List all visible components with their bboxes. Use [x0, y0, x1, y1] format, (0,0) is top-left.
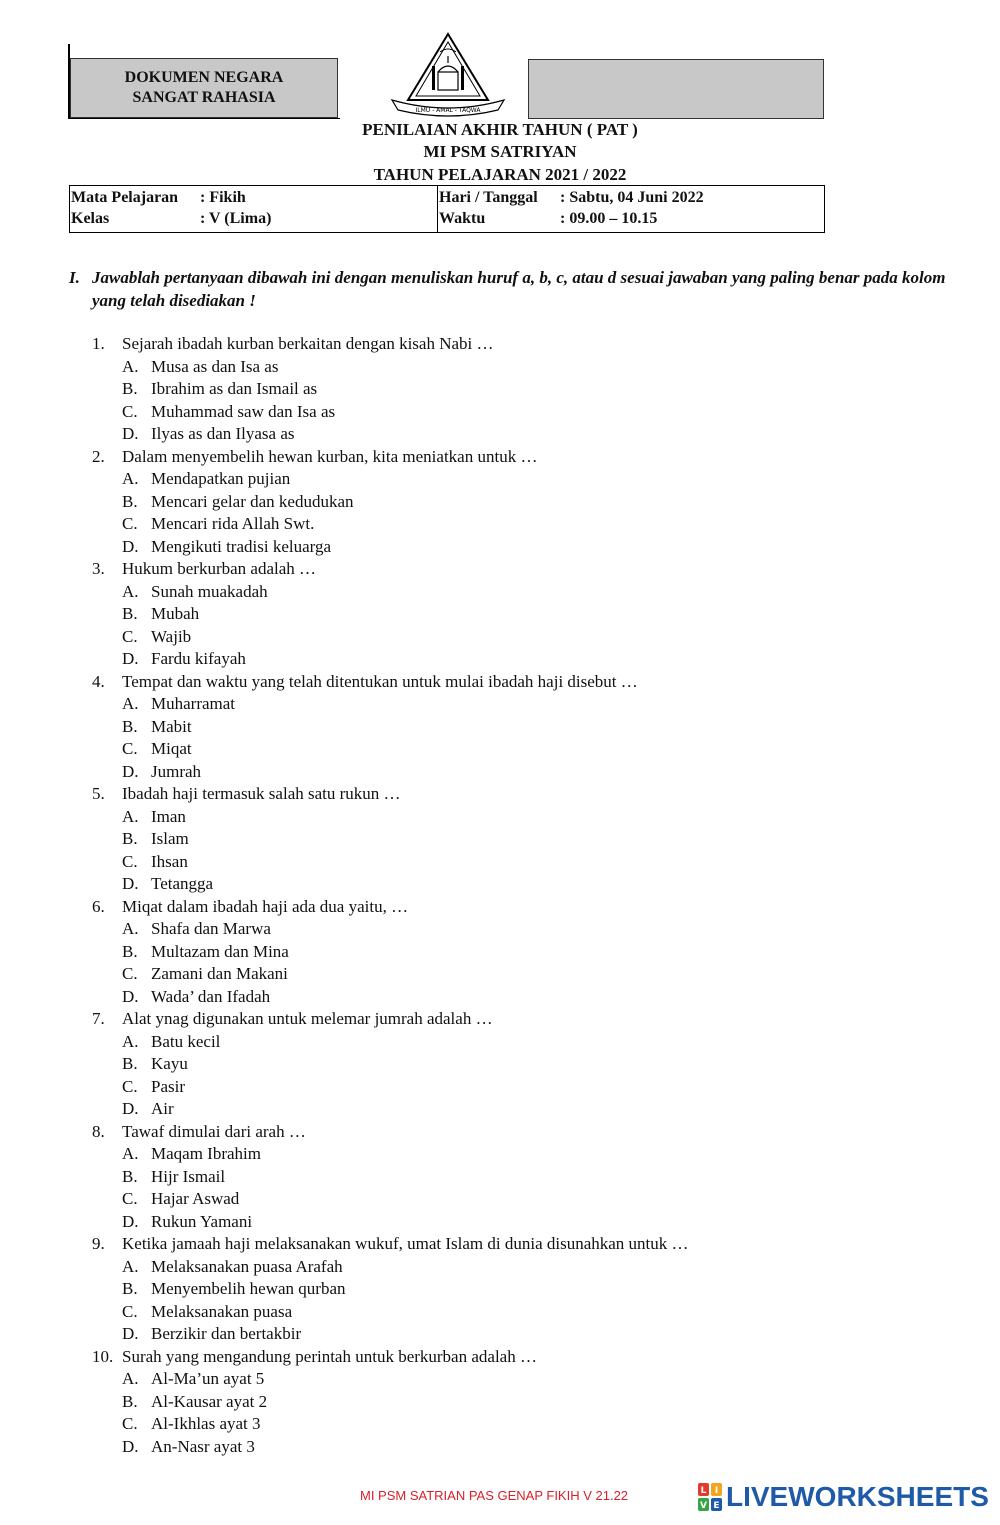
- info-right-column: [438, 186, 824, 232]
- answer-option: [92, 851, 972, 874]
- option-text: Wajib: [151, 626, 192, 646]
- answer-option: [92, 963, 972, 986]
- badge-line-2: SANGAT RAHASIA: [132, 89, 276, 106]
- question-number: 5.: [92, 784, 105, 803]
- option-text: Batu kecil: [151, 1031, 221, 1051]
- answer-option: [92, 1031, 972, 1054]
- option-letter: C.: [122, 1076, 138, 1096]
- question-2: [92, 446, 972, 469]
- date-label: Hari / Tanggal: [439, 189, 538, 206]
- question-1: [92, 333, 972, 356]
- subject-value: : Fikih: [200, 189, 246, 206]
- option-text: Iman: [151, 806, 186, 826]
- question-text: Tawaf dimulai dari arah …: [122, 1121, 306, 1141]
- option-letter: D.: [122, 986, 139, 1006]
- option-text: Berzikir dan bertakbir: [151, 1324, 302, 1343]
- option-letter: D.: [122, 874, 139, 893]
- option-text: Mendapatkan pujian: [151, 469, 291, 488]
- blank-header-box: [528, 59, 824, 119]
- option-text: Zamani dan Makani: [151, 964, 288, 983]
- classification-badge: [70, 58, 338, 118]
- option-letter: A.: [122, 694, 139, 713]
- option-letter: D.: [122, 761, 139, 781]
- answer-option: [92, 1098, 972, 1121]
- option-letter: B.: [122, 1279, 138, 1298]
- option-letter: B.: [122, 829, 138, 848]
- option-letter: B.: [122, 1391, 138, 1411]
- option-text: Shafa dan Marwa: [151, 919, 271, 938]
- svg-text:I: I: [714, 1486, 719, 1496]
- option-letter: A.: [122, 581, 139, 601]
- question-9: [92, 1233, 972, 1256]
- option-text: Menyembelih hewan qurban: [151, 1279, 346, 1298]
- option-letter: C.: [122, 1414, 138, 1433]
- option-letter: B.: [122, 1166, 138, 1186]
- badge-line-1: DOKUMEN NEGARA: [124, 69, 284, 86]
- answer-option: [92, 648, 972, 671]
- answer-option: [92, 918, 972, 941]
- answer-option: [92, 491, 972, 514]
- answer-option: [92, 513, 972, 536]
- subject-label: Mata Pelajaran: [71, 189, 179, 206]
- answer-option: [92, 603, 972, 626]
- option-letter: B.: [122, 379, 138, 398]
- option-text: Maqam Ibrahim: [151, 1144, 261, 1163]
- question-3: [92, 558, 972, 581]
- option-letter: C.: [122, 1189, 138, 1208]
- option-text: Mencari rida Allah Swt.: [151, 514, 315, 533]
- option-text: Rukun Yamani: [151, 1211, 253, 1231]
- option-letter: C.: [122, 1301, 138, 1321]
- question-text: Dalam menyembelih hewan kurban, kita meniatkan untuk …: [122, 446, 538, 466]
- question-text: Sejarah ibadah kurban berkaitan dengan kisah Nabi …: [122, 334, 494, 353]
- option-text: Wada’ dan Ifadah: [151, 986, 271, 1006]
- question-text: Alat ynag digunakan untuk melemar jumrah adalah …: [122, 1009, 493, 1028]
- svg-text:E: E: [713, 1501, 720, 1511]
- question-text: Hukum berkurban adalah …: [122, 559, 317, 578]
- question-number: 3.: [92, 559, 105, 578]
- question-text: Tempat dan waktu yang telah ditentukan untuk mulai ibadah haji disebut …: [122, 671, 638, 691]
- option-text: Mengikuti tradisi keluarga: [151, 536, 332, 556]
- answer-option: [92, 1436, 972, 1459]
- answer-option: [92, 626, 972, 649]
- answer-option: [92, 378, 972, 401]
- question-number: 2.: [92, 446, 105, 466]
- option-letter: C.: [122, 964, 138, 983]
- option-text: Sunah muakadah: [151, 581, 268, 601]
- question-text: Miqat dalam ibadah haji ada dua yaitu, …: [122, 896, 409, 916]
- class-value: : V (Lima): [200, 210, 272, 227]
- option-letter: C.: [122, 626, 138, 646]
- option-letter: A.: [122, 1144, 139, 1163]
- question-text: Ketika jamaah haji melaksanakan wukuf, umat Islam di dunia disunahkan untuk …: [122, 1234, 689, 1253]
- liveworksheets-logo: [698, 1480, 989, 1514]
- answer-option: [92, 1211, 972, 1234]
- answer-option: [92, 1166, 972, 1189]
- option-text: Jumrah: [151, 761, 202, 781]
- answer-option: [92, 693, 972, 716]
- svg-text:L: L: [700, 1486, 707, 1496]
- option-text: An-Nasr ayat 3: [151, 1436, 255, 1456]
- option-text: Melaksanakan puasa: [151, 1301, 293, 1321]
- option-text: Mencari gelar dan kedudukan: [151, 491, 354, 511]
- option-text: Melaksanakan puasa Arafah: [151, 1256, 343, 1276]
- answer-option: [92, 581, 972, 604]
- answer-option: [92, 941, 972, 964]
- exam-title: PENILAIAN AKHIR TAHUN ( PAT ): [362, 120, 638, 139]
- answer-option: [92, 828, 972, 851]
- answer-option: [92, 986, 972, 1009]
- option-letter: A.: [122, 356, 139, 376]
- option-text: Al-Ikhlas ayat 3: [151, 1414, 261, 1433]
- instruction-text: Jawablah pertanyaan dibawah ini dengan menuliskan huruf a, b, c, atau d sesuai jawaban yang paling benar pada kolom yang telah disediakan !: [92, 268, 946, 310]
- section-number: I.: [69, 268, 80, 287]
- question-list: [92, 333, 972, 1458]
- question-number: 7.: [92, 1009, 105, 1028]
- option-letter: C.: [122, 401, 138, 421]
- option-letter: A.: [122, 1369, 139, 1388]
- academic-year: TAHUN PELAJARAN 2021 / 2022: [373, 165, 627, 184]
- document-code: MI PSM SATRIAN PAS GENAP FIKIH V 21.22: [360, 1488, 629, 1503]
- answer-option: [92, 806, 972, 829]
- svg-text:V: V: [700, 1501, 707, 1511]
- option-text: Islam: [151, 829, 189, 848]
- school-name: MI PSM SATRIYAN: [423, 142, 577, 161]
- option-letter: D.: [122, 1099, 139, 1118]
- info-left-column: [70, 186, 438, 232]
- option-text: Ibrahim as dan Ismail as: [151, 379, 318, 398]
- option-text: Al-Ma’un ayat 5: [151, 1369, 265, 1388]
- answer-option: [92, 1323, 972, 1346]
- liveworksheets-badge-icon: [698, 1483, 722, 1511]
- answer-option: [92, 1301, 972, 1324]
- option-text: Muharramat: [151, 694, 236, 713]
- option-text: Kayu: [151, 1054, 188, 1073]
- option-letter: D.: [122, 536, 139, 556]
- option-text: Pasir: [151, 1076, 185, 1096]
- answer-option: [92, 716, 972, 739]
- answer-option: [92, 1278, 972, 1301]
- option-letter: B.: [122, 491, 138, 511]
- answer-option: [92, 873, 972, 896]
- date-value: : Sabtu, 04 Juni 2022: [560, 189, 704, 206]
- question-4: [92, 671, 972, 694]
- question-number: 4.: [92, 671, 105, 691]
- option-letter: C.: [122, 514, 138, 533]
- option-text: Mabit: [151, 716, 192, 736]
- option-text: Fardu kifayah: [151, 649, 246, 668]
- question-number: 6.: [92, 896, 105, 916]
- question-6: [92, 896, 972, 919]
- option-text: Mubah: [151, 604, 200, 623]
- answer-option: [92, 468, 972, 491]
- option-text: Al-Kausar ayat 2: [151, 1391, 268, 1411]
- option-letter: A.: [122, 919, 139, 938]
- option-letter: D.: [122, 424, 139, 443]
- question-10: [92, 1346, 972, 1369]
- option-text: Ihsan: [151, 851, 188, 871]
- option-text: Hijr Ismail: [151, 1166, 226, 1186]
- answer-option: [92, 1368, 972, 1391]
- option-letter: B.: [122, 1054, 138, 1073]
- answer-option: [92, 1053, 972, 1076]
- answer-option: [92, 1256, 972, 1279]
- option-letter: B.: [122, 604, 138, 623]
- question-8: [92, 1121, 972, 1144]
- option-letter: C.: [122, 851, 138, 871]
- answer-option: [92, 423, 972, 446]
- time-label: Waktu: [439, 210, 486, 227]
- logo-motto: ILMU - AMAL - TAQWA: [415, 107, 481, 114]
- option-text: Musa as dan Isa as: [151, 356, 279, 376]
- option-letter: A.: [122, 1031, 139, 1051]
- answer-option: [92, 401, 972, 424]
- option-text: Hajar Aswad: [151, 1189, 240, 1208]
- option-letter: A.: [122, 1256, 139, 1276]
- question-text: Ibadah haji termasuk salah satu rukun …: [122, 784, 401, 803]
- question-number: 1.: [92, 334, 105, 353]
- class-label: Kelas: [71, 210, 110, 227]
- exam-info-table: [69, 185, 825, 233]
- liveworksheets-wordmark: LIVEWORKSHEETS: [726, 1481, 989, 1512]
- answer-option: [92, 356, 972, 379]
- answer-option: [92, 738, 972, 761]
- answer-option: [92, 536, 972, 559]
- answer-option: [92, 1143, 972, 1166]
- question-5: [92, 783, 972, 806]
- option-letter: A.: [122, 469, 139, 488]
- answer-option: [92, 1413, 972, 1436]
- option-text: Ilyas as dan Ilyasa as: [151, 424, 295, 443]
- option-letter: D.: [122, 1211, 139, 1231]
- time-value: : 09.00 – 10.15: [560, 210, 658, 227]
- option-letter: C.: [122, 739, 138, 758]
- answer-option: [92, 1076, 972, 1099]
- option-letter: D.: [122, 649, 139, 668]
- option-text: Multazam dan Mina: [151, 941, 289, 961]
- question-text: Surah yang mengandung perintah untuk berkurban adalah …: [122, 1346, 537, 1366]
- option-letter: B.: [122, 716, 138, 736]
- option-text: Muhammad saw dan Isa as: [151, 401, 336, 421]
- question-number: 10.: [92, 1346, 114, 1366]
- option-letter: B.: [122, 941, 138, 961]
- option-text: Air: [151, 1099, 174, 1118]
- option-text: Tetangga: [151, 874, 214, 893]
- school-logo: [386, 30, 510, 118]
- answer-option: [92, 761, 972, 784]
- option-letter: D.: [122, 1324, 139, 1343]
- question-number: 9.: [92, 1234, 105, 1253]
- answer-option: [92, 1391, 972, 1414]
- option-letter: D.: [122, 1436, 139, 1456]
- answer-option: [92, 1188, 972, 1211]
- option-text: Miqat: [151, 739, 192, 758]
- question-7: [92, 1008, 972, 1031]
- question-number: 8.: [92, 1121, 105, 1141]
- option-letter: A.: [122, 806, 139, 826]
